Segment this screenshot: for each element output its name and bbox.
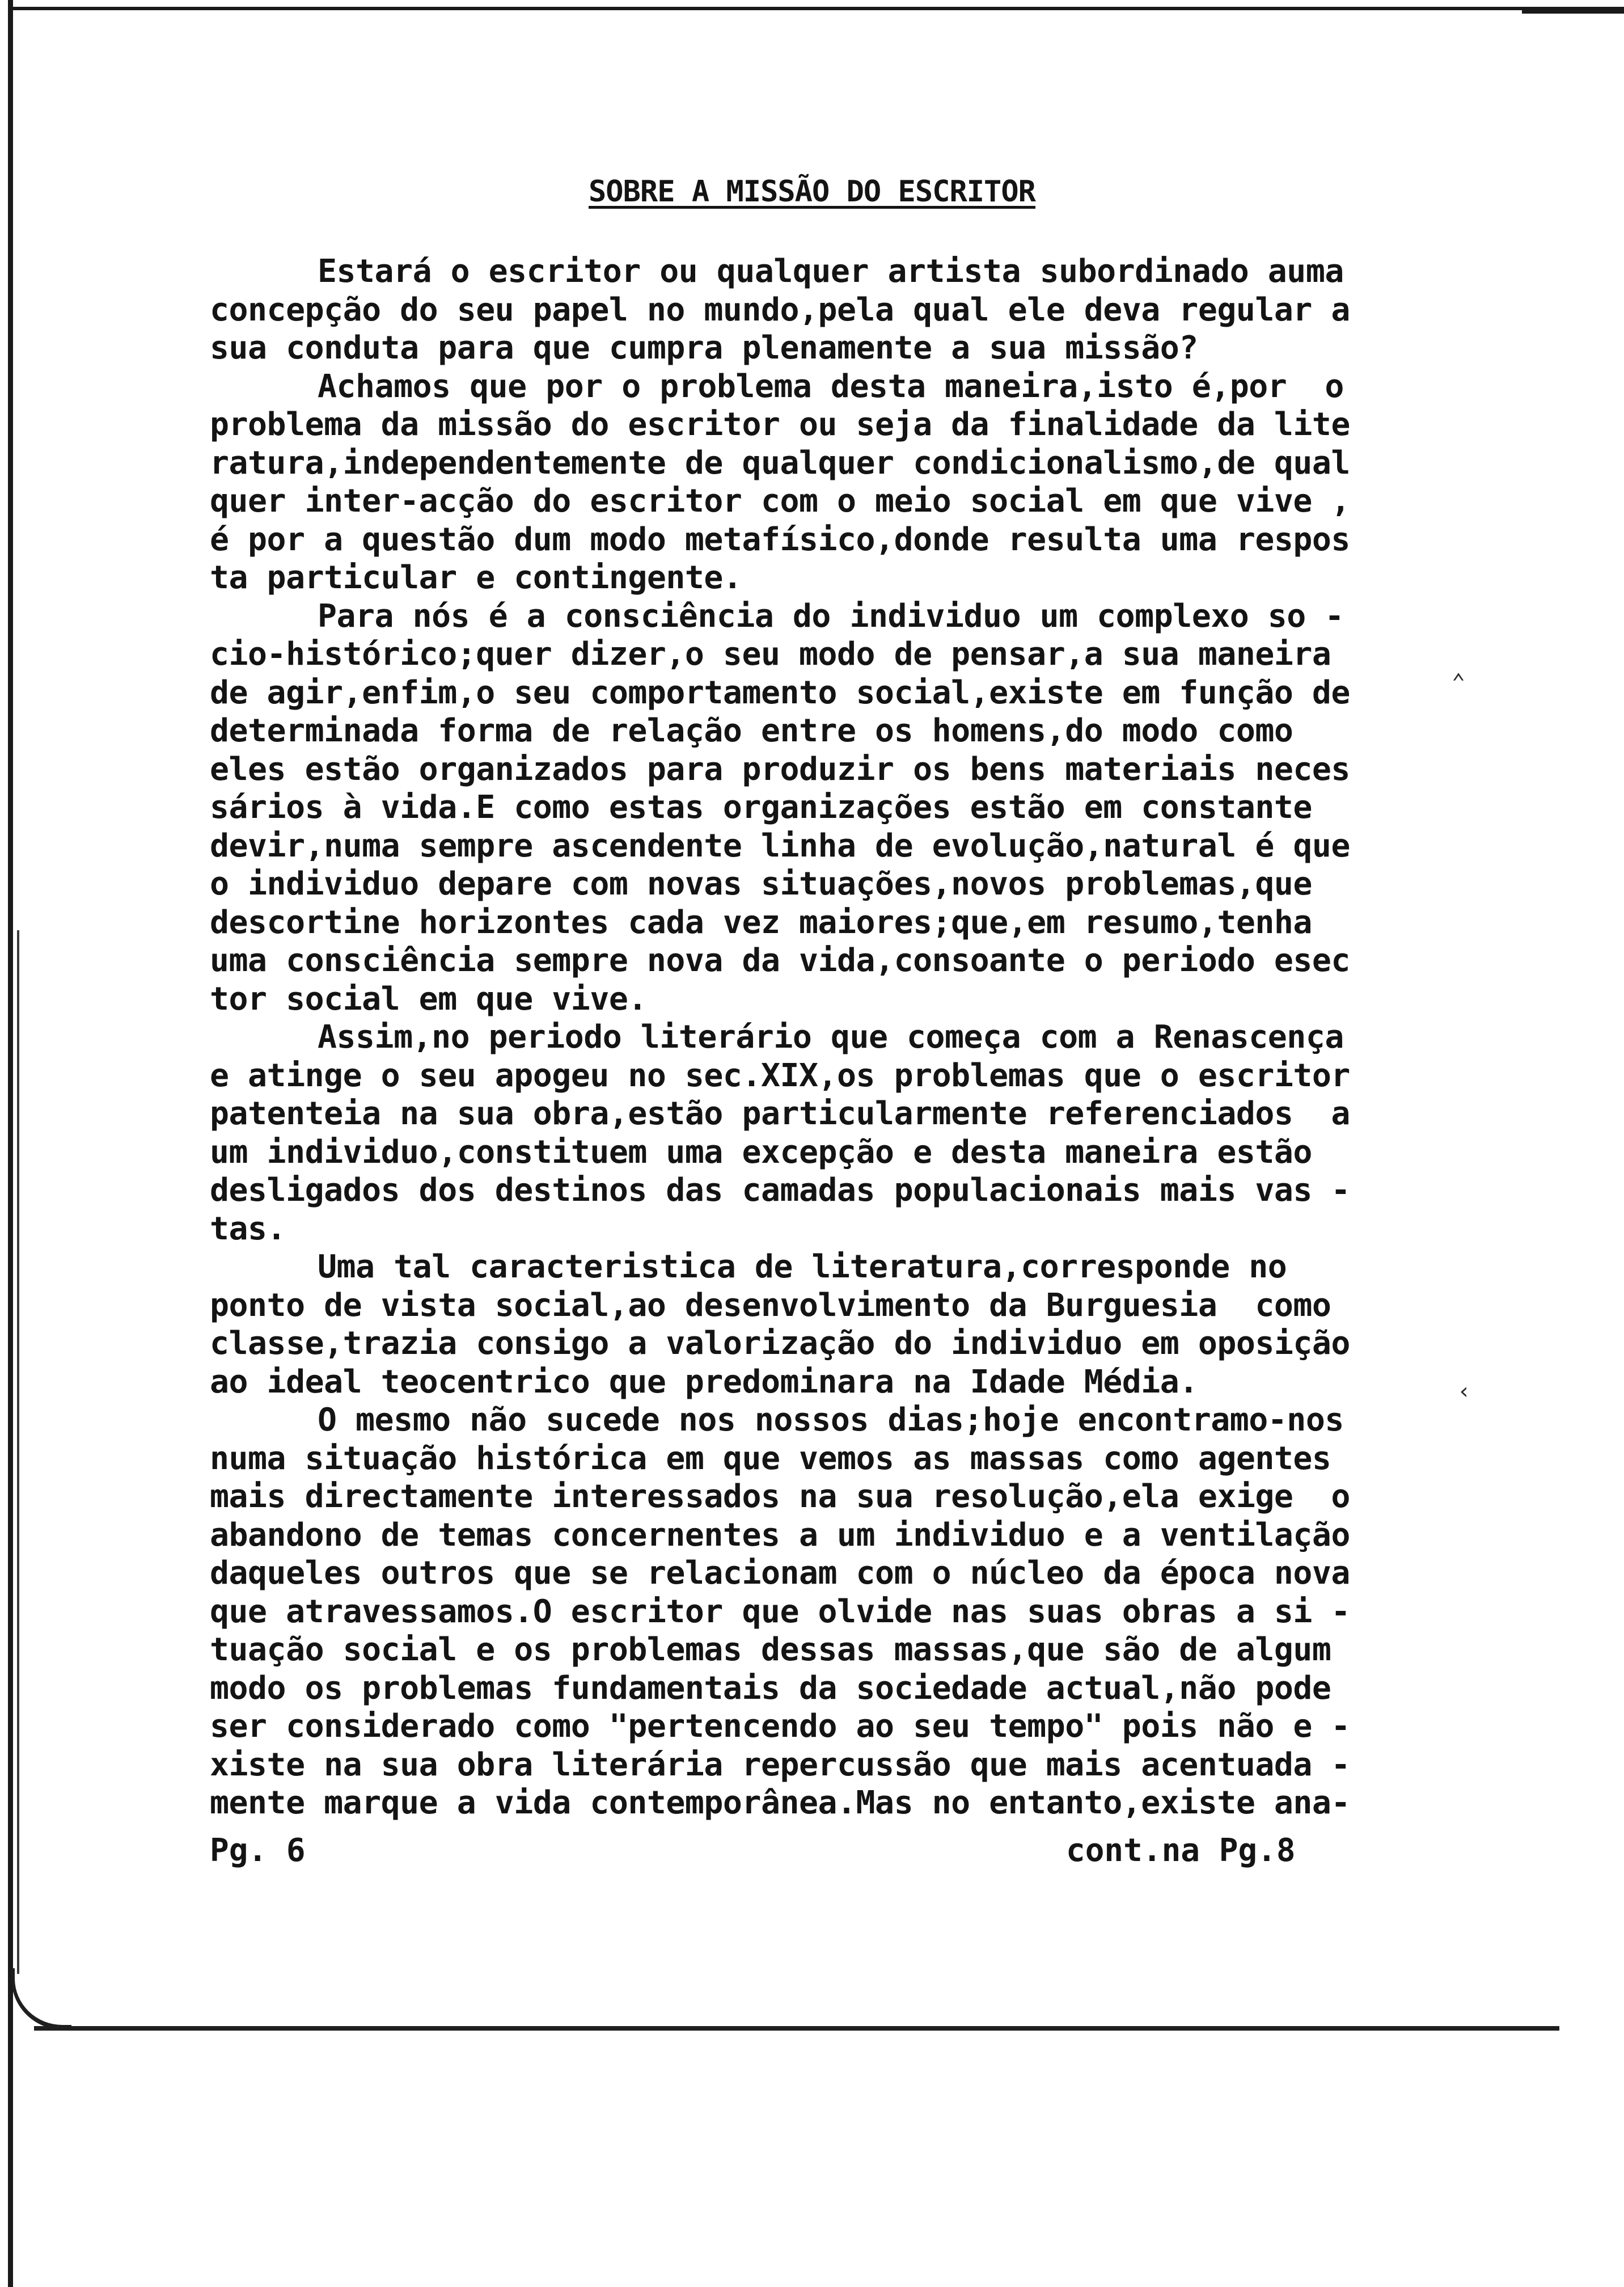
- text-line: de agir,enfim,o seu comportamento social,existe em função de: [210, 674, 1350, 711]
- page-title: SOBRE A MISSÃO DO ESCRITOR: [589, 175, 1035, 209]
- text-line: Estará o escritor ou qualquer artista subordinado auma: [318, 253, 1344, 290]
- text-line: classe,trazia consigo a valorização do individuo em oposição: [210, 1325, 1350, 1362]
- text-line: quer inter-acção do escritor com o meio social em que vive ,: [210, 483, 1350, 520]
- text-line: mente marque a vida contemporânea.Mas no entanto,existe ana-: [210, 1784, 1350, 1821]
- text-line: Uma tal caracteristica de literatura,corresponde no: [318, 1248, 1287, 1285]
- text-line: Assim,no periodo literário que começa com a Renascença: [318, 1019, 1344, 1056]
- continuation-note: cont.na Pg.8: [1066, 1832, 1296, 1869]
- text-line: cio-histórico;quer dizer,o seu modo de pensar,a sua maneira: [210, 636, 1331, 673]
- text-line: Achamos que por o problema desta maneira,isto é,por o: [318, 368, 1344, 405]
- text-line: Para nós é a consciência do individuo um complexo so -: [318, 597, 1344, 635]
- text-line: desligados dos destinos das camadas populacionais mais vas -: [210, 1172, 1350, 1209]
- text-line: descortine horizontes cada vez maiores;que,em resumo,tenha: [210, 904, 1312, 941]
- margin-tick-mark: ⌃: [1452, 669, 1466, 695]
- page-top-edge: [8, 7, 1624, 10]
- text-line: tuação social e os problemas dessas massas,que são de algum: [210, 1631, 1331, 1668]
- margin-tick-mark: ‹: [1457, 1378, 1471, 1404]
- text-line: O mesmo não sucede nos nossos dias;hoje encontramo-nos: [318, 1402, 1344, 1438]
- text-line: patenteia na sua obra,estão particularmente referenciados a: [210, 1095, 1350, 1132]
- page-top-edge-thick: [1522, 7, 1624, 14]
- text-line: devir,numa sempre ascendente linha de evolução,natural é que: [210, 827, 1350, 864]
- text-line: ao ideal teocentrico que predominara na Idade Média.: [210, 1363, 1198, 1400]
- text-line: ser considerado como "pertencendo ao seu tempo" pois não e -: [210, 1708, 1350, 1745]
- text-line: sua conduta para que cumpra plenamente a sua missão?: [210, 330, 1198, 366]
- text-line: que atravessamos.O escritor que olvide nas suas obras a si -: [210, 1593, 1350, 1630]
- text-line: xiste na sua obra literária repercussão que mais acentuada -: [210, 1746, 1350, 1783]
- text-line: ponto de vista social,ao desenvolvimento da Burguesia como: [210, 1286, 1331, 1324]
- text-line: daqueles outros que se relacionam com o núcleo da época nova: [210, 1555, 1350, 1592]
- text-line: um individuo,constituem uma excepção e desta maneira estão: [210, 1133, 1312, 1171]
- text-line: sários à vida.E como estas organizações estão em constante: [210, 789, 1312, 826]
- article-body: [210, 252, 1378, 1822]
- text-line: determinada forma de relação entre os homens,do modo como: [210, 712, 1293, 749]
- text-line: numa situação histórica em que vemos as massas como agentes: [210, 1440, 1331, 1477]
- page-number: Pg. 6: [210, 1832, 306, 1869]
- text-line: abandono de temas concernentes a um individuo e a ventilação: [210, 1516, 1350, 1554]
- text-line: mais directamente interessados na sua resolução,ela exige o: [210, 1478, 1350, 1515]
- text-line: uma consciência sempre nova da vida,consoante o periodo esec: [210, 942, 1350, 979]
- text-line: e atinge o seu apogeu no sec.XIX,os problemas que o escritor: [210, 1057, 1350, 1094]
- bottom-rule-curl: [11, 1968, 71, 2029]
- text-line: o individuo depare com novas situações,novos problemas,que: [210, 866, 1312, 902]
- bottom-rule: [34, 2026, 1559, 2031]
- text-line: é por a questão dum modo metafísico,donde resulta uma respos: [210, 521, 1350, 558]
- page-left-edge: [8, 0, 13, 2287]
- text-line: ratura,independentemente de qualquer condicionalismo,de qual: [210, 444, 1350, 482]
- text-line: problema da missão do escritor ou seja da finalidade da lite: [210, 406, 1350, 443]
- page-left-fold: [17, 930, 19, 1974]
- text-line: tor social em que vive.: [210, 980, 647, 1018]
- text-line: concepção do seu papel no mundo,pela qual ele deva regular a: [210, 291, 1350, 328]
- text-line: ta particular e contingente.: [210, 559, 742, 596]
- text-line: modo os problemas fundamentais da sociedade actual,não pode: [210, 1669, 1331, 1707]
- text-line: tas.: [210, 1210, 286, 1247]
- text-line: eles estão organizados para produzir os bens materiais neces: [210, 750, 1350, 788]
